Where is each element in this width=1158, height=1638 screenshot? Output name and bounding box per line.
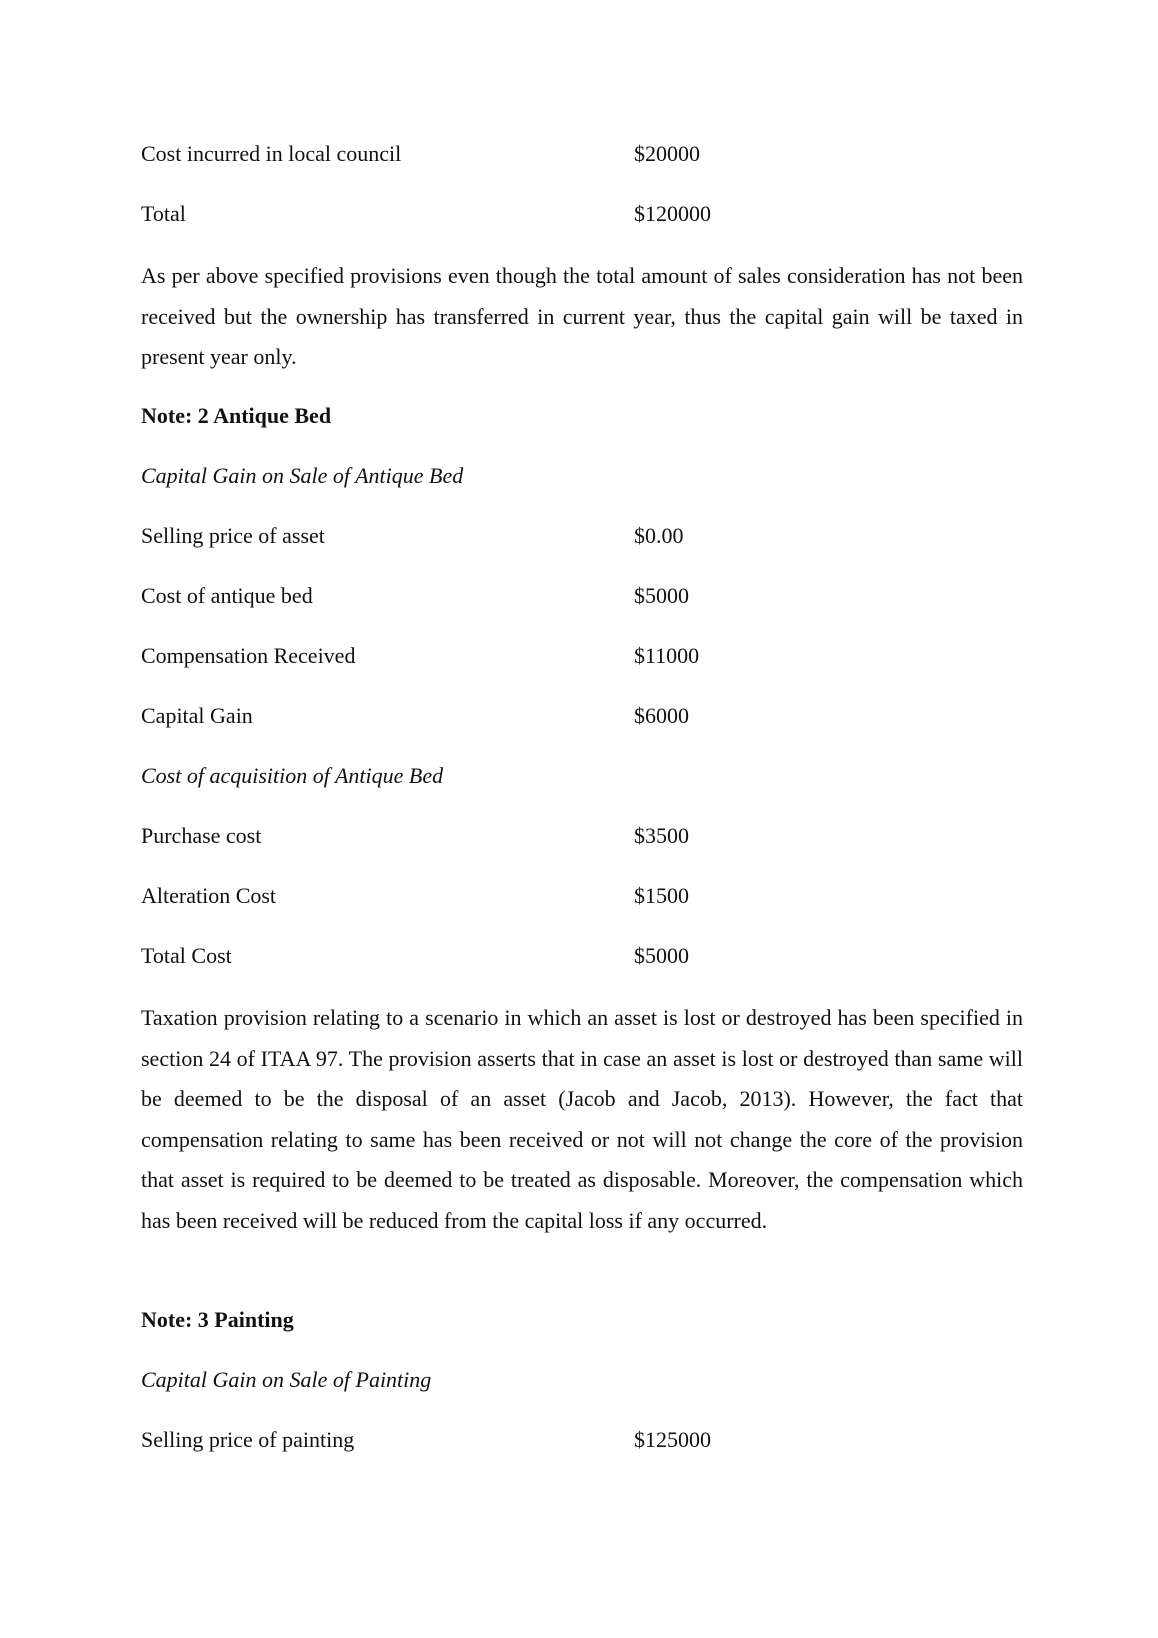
table-row: [141, 1426, 1021, 1454]
table-row: [141, 882, 1021, 910]
paragraph-section-24: Taxation provision relating to a scenario in which an asset is lost or destroyed has been specified in section 24 of ITAA 97. The provision asserts that in case an asset is lost or destroyed than same will be deemed to be the disposal of an asset (Jacob and Jacob, 2013). However, the fact that compensation relating to same has been received or not will not change the core of the provision that asset is required to be deemed to be treated as disposable. Moreover, the compensation which has been received will be reduced from the capital loss if any occurred.: [141, 1005, 1023, 1233]
note-3-heading: Note: 3 Painting: [141, 1307, 294, 1332]
table-row: [141, 582, 1021, 610]
row-value: $5000: [634, 943, 689, 968]
row-value: $125000: [634, 1427, 711, 1452]
row-value: $20000: [634, 141, 700, 166]
row-value: $1500: [634, 883, 689, 908]
table-row: [141, 200, 1021, 228]
row-label: Compensation Received: [141, 643, 356, 668]
table-row: [141, 522, 1021, 550]
table-row: [141, 822, 1021, 850]
row-label: Cost of antique bed: [141, 583, 313, 608]
note-2-heading: Note: 2 Antique Bed: [141, 403, 332, 428]
row-label: Total Cost: [141, 943, 232, 968]
note-2-subheading-acquisition: Cost of acquisition of Antique Bed: [141, 763, 444, 788]
note-3-subheading-capital-gain: Capital Gain on Sale of Painting: [141, 1367, 432, 1392]
row-label: Selling price of asset: [141, 523, 325, 548]
paragraph-ownership-transfer: As per above specified provisions even though the total amount of sales consideration has not been received but the ownership has transferred in current year, thus the capital gain will be taxed in present year only.: [141, 263, 1023, 369]
table-row: [141, 702, 1021, 730]
note-2-subheading-capital-gain: Capital Gain on Sale of Antique Bed: [141, 463, 464, 488]
row-value: $120000: [634, 201, 711, 226]
row-value: $11000: [634, 643, 700, 668]
row-label: Selling price of painting: [141, 1427, 355, 1452]
row-label: Capital Gain: [141, 703, 253, 728]
row-value: $6000: [634, 703, 689, 728]
table-row: [141, 942, 1021, 970]
row-label: Total: [141, 201, 186, 226]
row-label: Cost incurred in local council: [141, 141, 402, 166]
row-value: $5000: [634, 583, 689, 608]
row-value: $3500: [634, 823, 689, 848]
row-label: Alteration Cost: [141, 883, 277, 908]
row-value: $0.00: [634, 523, 684, 548]
table-row: [141, 140, 1021, 168]
table-row: [141, 642, 1021, 670]
row-label: Purchase cost: [141, 823, 262, 848]
